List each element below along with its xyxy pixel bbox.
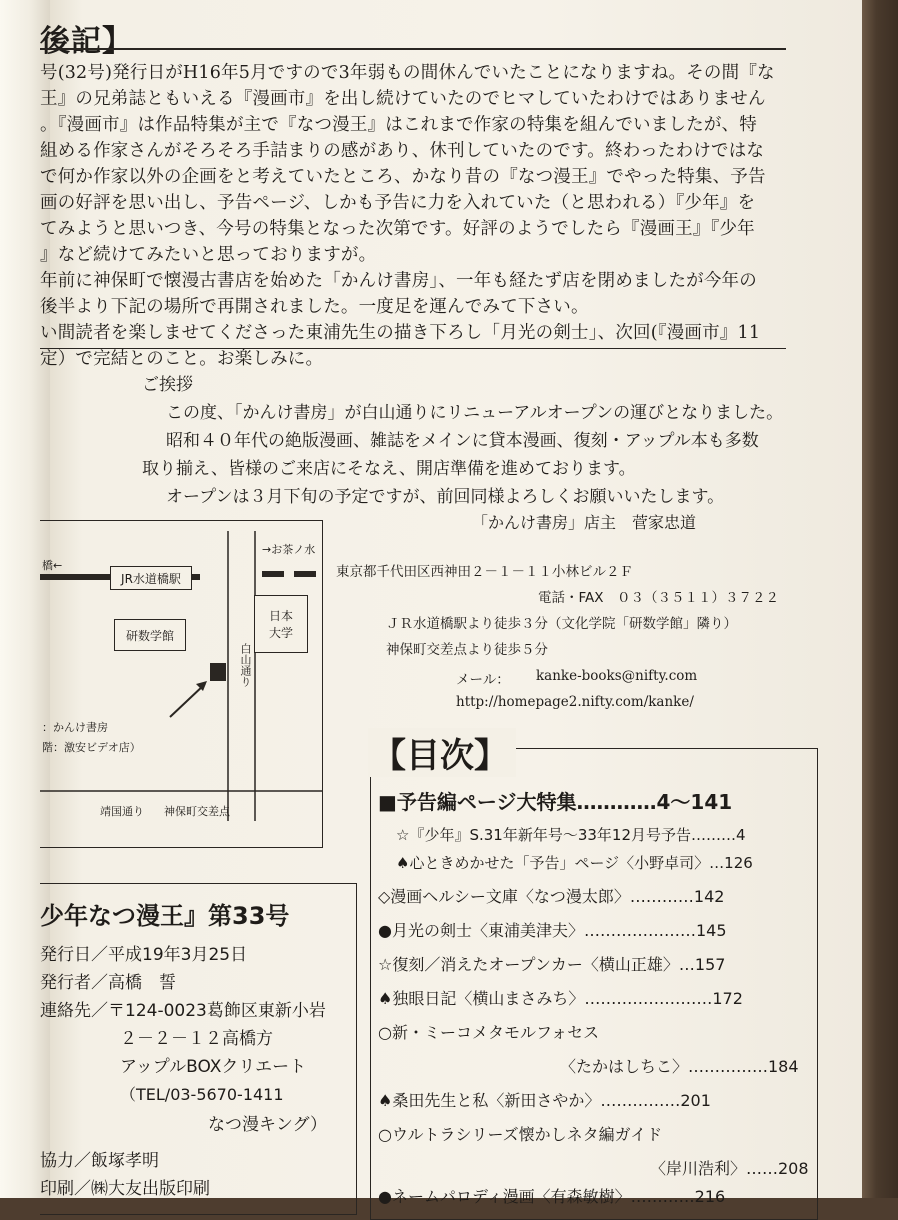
toc-item: ♠桑田先生と私〈新田さやか〉……………201 (378, 1091, 711, 1110)
map-arrow-head (196, 681, 207, 691)
notice-line: 取り揃え、皆様のご来店にそなえ、開店準備を進めております。 (142, 459, 636, 479)
notice-line: この度、「かんけ書房」が白山通りにリニューアルオープンの運びとなりました。 (166, 403, 784, 423)
colophon-line: 印刷／㈱大友出版印刷 (40, 1179, 210, 1199)
afterword-line: 年前に神保町で懐漫古書店を始めた「かんけ書房」、一年も経たず店を閉めましたが今年の (40, 271, 757, 291)
map-crossing-label: 神保町交差点 (164, 805, 230, 818)
colophon-line: 連絡先／〒124-0023葛飾区東新小岩 (40, 1001, 326, 1021)
colophon-line: 発行者／高橋 誓 (40, 973, 176, 993)
map-road-label-yasukuni: 靖国通り (100, 805, 144, 818)
notice-heading: ご挨拶 (142, 375, 193, 395)
toc-item: ◇漫画ヘルシー文庫〈なつ漫太郎〉…………142 (378, 887, 725, 906)
address-url[interactable]: http://homepage2.nifty.com/kanke/ (456, 694, 694, 710)
toc-item: ☆『少年』S.31年新年号～33年12月号予告………4 (396, 826, 746, 844)
title-rule (40, 48, 786, 50)
map-kensu-gakkan: 研数学館 (114, 619, 186, 651)
address-mail-label: メール： (456, 672, 510, 688)
afterword-rule (40, 348, 786, 349)
notice-line: オープンは３月下旬の予定ですが、前回同様よろしくお願いいたします。 (166, 487, 725, 507)
address-access-2: 神保町交差点より徒歩５分 (386, 642, 548, 658)
address-access-1: ＪＲ水道橋駅より徒歩３分（文化学院「研数学館」隣り） (386, 616, 737, 632)
table-background (862, 0, 898, 1198)
notice-line: 昭和４０年代の絶版漫画、雑誌をメインに貸本漫画、復刻・アップル本も多数 (166, 431, 759, 451)
address-line: 東京都千代田区西神田２－１－１１小林ビル２Ｆ (336, 564, 633, 580)
address-mail[interactable]: kanke-books@nifty.com (536, 668, 698, 684)
map-label-top-left: 橋← (42, 559, 63, 572)
map-shop-marker (210, 663, 226, 681)
colophon-line: 発行日／平成19年3月25日 (40, 945, 248, 965)
toc-item: ●ネームパロディ漫画〈有森敏樹〉…………216 (378, 1187, 726, 1206)
notice-signature: 「かんけ書房」店主 菅家忠道 (472, 513, 697, 532)
toc-title: 【目次】 (368, 728, 516, 777)
afterword-line: 後半より下記の場所で再開されました。一度足を運んでみて下さい。 (40, 297, 589, 317)
colophon-line: （TEL/03-5670-1411 (120, 1085, 284, 1104)
afterword-line: 。『漫画市』は作品特集が主で『なつ漫王』はこれまで作家の特集を組んでいましたが、特 (40, 115, 757, 135)
toc-item: ♠心ときめかせた「予告」ページ〈小野卓司〉…126 (396, 854, 753, 872)
map-station: JR水道橋駅 (110, 566, 192, 590)
map-label-ochanomizu: →お茶ノ水 (262, 543, 316, 556)
map-legend-below: 階：激安ビデオ店） (42, 741, 141, 754)
toc-item: ■予告編ページ大特集…………4～141 (378, 790, 733, 814)
colophon-line: なつ漫キング） (208, 1115, 327, 1135)
toc-item: 〈たかはしちこ〉……………184 (560, 1057, 799, 1076)
afterword-line: い間読者を楽しませてくださった東浦先生の描き下ろし「月光の剣士」、次回(『漫画市』11 (40, 323, 761, 343)
page (40, 0, 862, 1206)
afterword-line: 王』の兄弟誌ともいえる『漫画市』を出し続けていたのでヒマしていたわけではありません (40, 89, 766, 109)
address-tel: 電話・FAX ０３（３５１１）３７２２ (538, 590, 780, 606)
afterword-line: てみようと思いつき、今号の特集となった次第です。好評のようでしたら『漫画王』『少年 (40, 219, 755, 239)
afterword-title: 後記】 (40, 24, 133, 59)
afterword-line: 組める作家さんがそろそろ手詰まりの感があり、休刊していたのです。終わったわけではな (40, 141, 765, 161)
toc-item: ♠独眼日記〈横山まさみち〉……………………172 (378, 989, 743, 1008)
colophon-title: 少年なつ漫王』第33号 (40, 902, 290, 930)
toc-item: ○新・ミーコメタモルフォセス (378, 1023, 600, 1042)
map-road-label-hakusan: 白山通り (239, 643, 252, 687)
toc-item: ☆復刻／消えたオープンカー〈横山正雄〉…157 (378, 955, 726, 974)
colophon-box (40, 883, 357, 1215)
colophon-line: 協力／飯塚孝明 (40, 1151, 159, 1171)
toc-item: ●月光の剣士〈東浦美津夫〉…………………145 (378, 921, 727, 940)
shop-map (40, 520, 323, 848)
afterword-line: 号(32号)発行日がH16年5月ですので3年弱もの間休んでいたことになりますね。その間『な (40, 63, 775, 83)
afterword-line: 』など続けてみたいと思っておりますが。 (40, 245, 377, 265)
map-legend-shop: ：かんけ書房 (42, 721, 108, 734)
colophon-line: アップルBOXクリエート (120, 1057, 307, 1077)
colophon-line: ２－２－１２高橋方 (120, 1029, 273, 1049)
afterword-line: で何か作家以外の企画をと考えていたところ、かなり昔の『なつ漫王』でやった特集、予告 (40, 167, 766, 187)
afterword-paragraph (40, 60, 800, 372)
afterword-line: 定）で完結とのこと。お楽しみに。 (40, 349, 324, 369)
toc-item: ○ウルトラシリーズ懐かしネタ編ガイド (378, 1125, 663, 1144)
map-nihon-university: 日本 大学 (254, 595, 308, 653)
toc-item: 〈岸川浩利〉……208 (650, 1159, 809, 1178)
map-arrow (170, 684, 205, 717)
afterword-line: 画の好評を思い出し、予告ページ、しかも予告に力を入れていた（と思われる）『少年』を (40, 193, 756, 213)
toc-box (370, 748, 818, 1220)
